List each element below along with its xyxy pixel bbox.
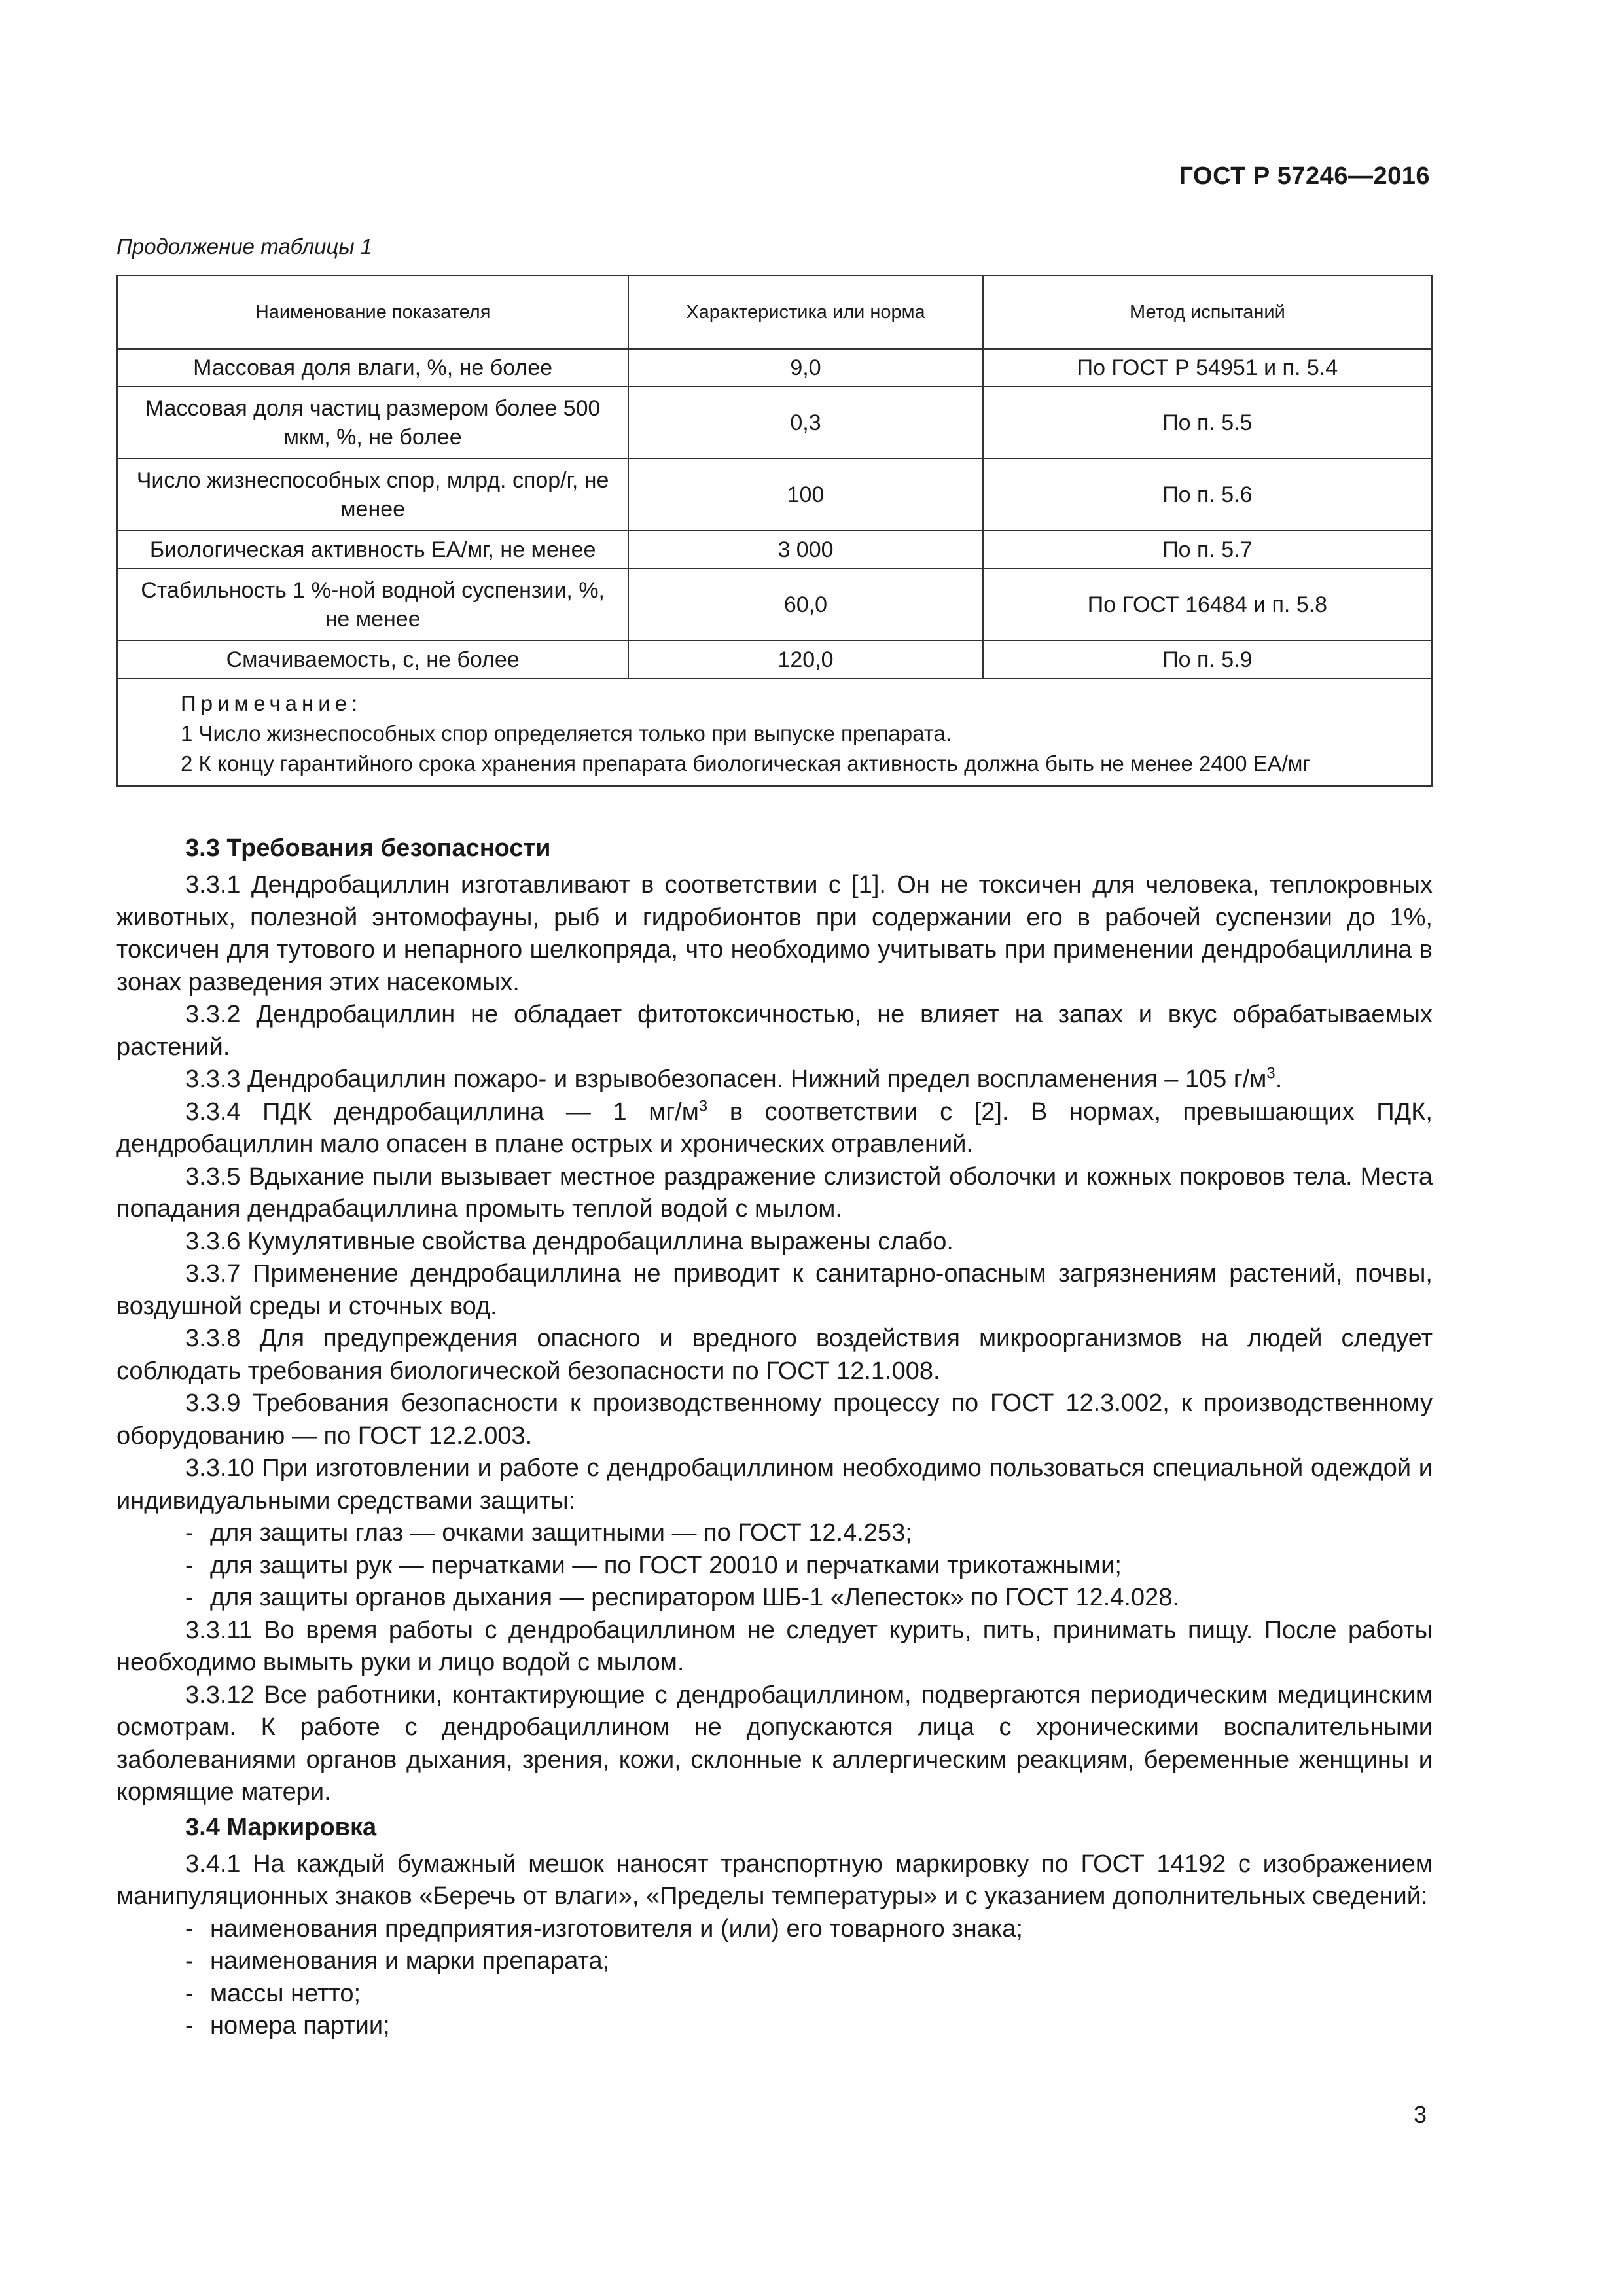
note-item: 2 К концу гарантийного срока хранения препарата биологическая активность должна быть не менее 2400 ЕА/мг — [181, 751, 1311, 776]
document-code: ГОСТ Р 57246—2016 — [1179, 162, 1430, 190]
list-item-text: для защиты рук — перчатками — по ГОСТ 20010 и перчатками трикотажными; — [210, 1551, 1122, 1579]
table-cell: 100 — [628, 459, 983, 531]
list-dash: - — [185, 1947, 194, 1975]
list-item — [116, 1582, 1433, 1615]
page-number: 3 — [1413, 2101, 1427, 2128]
table-cell: Число жизнеспособных спор, млрд. спор/г, не менее — [117, 459, 628, 531]
table-cell: 120,0 — [628, 641, 983, 679]
superscript: 3 — [698, 1096, 708, 1115]
table-row — [117, 387, 1432, 459]
table-caption: Продолжение таблицы 1 — [116, 234, 373, 259]
list-item-text: для защиты глаз — очками защитными — по ГОСТ 12.4.253; — [210, 1519, 912, 1547]
table-row — [117, 641, 1432, 679]
list-dash: - — [185, 1584, 194, 1611]
paragraph-3-3-1: 3.3.1 Дендробациллин изготавливают в соответствии с [1]. Он не токсичен для человека, теплокровных животных, полезной энтомофауны, рыб и гидробионтов при содержании его в рабочей суспензии до 1%, токсичен для тутового и непарного шелкопряда, что необходимо учитывать при применении дендробациллина в зонах разведения этих насекомых. — [116, 871, 1433, 996]
paragraph-3-3-12: 3.3.12 Все работники, контактирующие с дендробациллином, подвергаются периодическим медицинским осмотрам. К работе с дендробациллином не допускаются лица с хроническими воспалительными заболеваниями органов дыхания, зрения, кожи, склонные к аллергическим реакциям, беременные женщины и кормящие матери. — [116, 1681, 1433, 1806]
table-cell: Смачиваемость, с, не более — [117, 641, 628, 679]
list-item — [116, 1517, 1433, 1550]
table-cell: По п. 5.5 — [983, 387, 1432, 459]
paragraph-3-3-11: 3.3.11 Во время работы с дендробациллином не следует курить, пить, принимать пищу. После работы необходимо вымыть руки и лицо водой с мылом. — [116, 1616, 1433, 1676]
table-row — [117, 349, 1432, 387]
paragraph-3-3-6: 3.3.6 Кумулятивные свойства дендробациллина выражены слабо. — [185, 1227, 954, 1255]
paragraph-text: 3.3.4 ПДК дендробациллина — 1 мг/м — [185, 1098, 699, 1126]
list-dash: - — [185, 1914, 194, 1943]
paragraph-3-3-4 — [116, 1096, 1433, 1161]
paragraph-text: в соответствии с [2]. В нормах, превышающих ПДК, дендробациллин мало опасен в плане острых и хронических отравлений. — [116, 1098, 1433, 1158]
list-item — [116, 1550, 1433, 1583]
specification-table — [116, 275, 1433, 787]
column-header: Метод испытаний — [983, 276, 1432, 349]
paragraph-3-3-10: 3.3.10 При изготовлении и работе с дендробациллином необходимо пользоваться специальной одеждой и индивидуальными средствами защиты: — [116, 1454, 1433, 1515]
list-item — [116, 1945, 1433, 1978]
paragraph-3-3-9: 3.3.9 Требования безопасности к производственному процессу по ГОСТ 12.3.002, к производственному оборудованию — по ГОСТ 12.2.003. — [116, 1390, 1433, 1450]
column-header: Характеристика или норма — [628, 276, 983, 349]
table-cell: 3 000 — [628, 531, 983, 569]
note-item: 1 Число жизнеспособных спор определяется только при выпуске препарата. — [181, 721, 952, 745]
list-dash: - — [185, 2012, 194, 2039]
list-item-text: наименования и марки препарата; — [210, 1947, 610, 1975]
table-cell: Стабильность 1 %-ной водной суспензии, %, не менее — [117, 569, 628, 641]
table-cell: 0,3 — [628, 387, 983, 459]
table-cell: По п. 5.9 — [983, 641, 1432, 679]
paragraph-3-3-3 — [116, 1064, 1433, 1096]
list-item — [116, 1913, 1433, 1946]
section-heading-3-4: 3.4 Маркировка — [185, 1813, 377, 1841]
table-cell: Биологическая активность ЕА/мг, не менее — [117, 531, 628, 569]
list-item-text: для защиты органов дыхания — респиратором ШБ-1 «Лепесток» по ГОСТ 12.4.028. — [210, 1584, 1179, 1611]
document-body — [116, 830, 1433, 2043]
paragraph-3-3-7: 3.3.7 Применение дендробациллина не приводит к санитарно-опасным загрязнениям растений, почвы, воздушной среды и сточных вод. — [116, 1260, 1433, 1320]
column-header: Наименование показателя — [117, 276, 628, 349]
table-row — [117, 459, 1432, 531]
table-row — [117, 569, 1432, 641]
table-header-row — [117, 276, 1432, 349]
paragraph-3-3-2: 3.3.2 Дендробациллин не обладает фитотоксичностью, не влияет на запах и вкус обрабатываемых растений. — [116, 1001, 1433, 1061]
table-note-row — [117, 679, 1432, 786]
paragraph-text: . — [1275, 1066, 1283, 1093]
table-cell: 60,0 — [628, 569, 983, 641]
list-dash: - — [185, 1519, 194, 1547]
table-cell: Массовая доля частиц размером более 500 мкм, %, не более — [117, 387, 628, 459]
list-item-text: массы нетто; — [210, 1979, 361, 2007]
list-item — [116, 2010, 1433, 2043]
list-item-text: номера партии; — [210, 2012, 390, 2039]
table-note — [117, 679, 1432, 786]
list-dash: - — [185, 1979, 194, 2007]
section-heading-3-3: 3.3 Требования безопасности — [185, 834, 551, 862]
paragraph-3-4-1: 3.4.1 На каждый бумажный мешок наносят транспортную маркировку по ГОСТ 14192 с изображением манипуляционных знаков «Беречь от влаги», «Пределы температуры» и с указанием дополнительных сведений: — [116, 1850, 1433, 1910]
table-row — [117, 531, 1432, 569]
paragraph-3-3-5: 3.3.5 Вдыхание пыли вызывает местное раздражение слизистой оболочки и кожных покровов тела. Места попадания дендрабациллина промыть теплой водой с мылом. — [116, 1162, 1433, 1223]
table-cell: По п. 5.7 — [983, 531, 1432, 569]
note-title: Примечание: — [181, 691, 363, 715]
table-cell: 9,0 — [628, 349, 983, 387]
table-cell: По п. 5.6 — [983, 459, 1432, 531]
table-cell: По ГОСТ 16484 и п. 5.8 — [983, 569, 1432, 641]
paragraph-3-3-8: 3.3.8 Для предупреждения опасного и вредного воздействия микроорганизмов на людей следует соблюдать требования биологической безопасности по ГОСТ 12.1.008. — [116, 1325, 1433, 1385]
table-cell: По ГОСТ Р 54951 и п. 5.4 — [983, 349, 1432, 387]
table-cell: Массовая доля влаги, %, не более — [117, 349, 628, 387]
list-item-text: наименования предприятия-изготовителя и (или) его товарного знака; — [210, 1914, 1023, 1943]
paragraph-text: 3.3.3 Дендробациллин пожаро- и взрывобезопасен. Нижний предел воспламенения – 105 г/м — [185, 1066, 1267, 1093]
superscript: 3 — [1266, 1064, 1275, 1083]
list-dash: - — [185, 1551, 194, 1579]
list-item — [116, 1978, 1433, 2011]
